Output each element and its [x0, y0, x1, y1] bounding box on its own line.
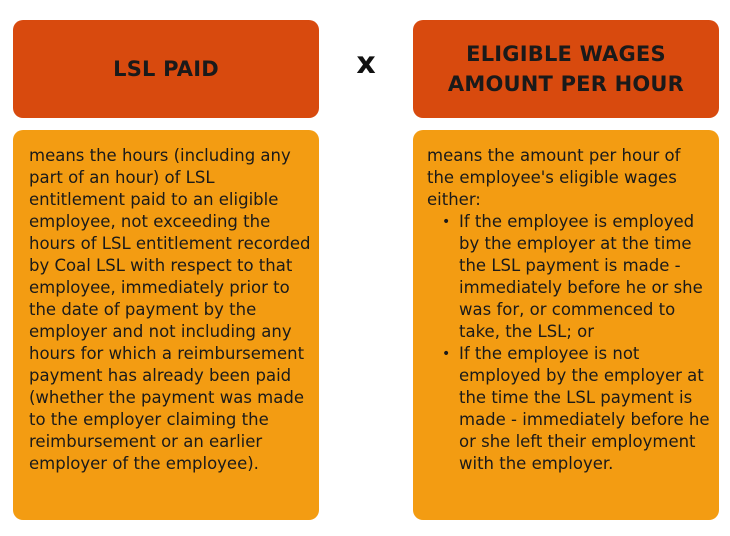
lsl-paid-definition-box [13, 130, 319, 520]
list-item [442, 211, 711, 343]
lsl-paid-definition: means the hours (including any part of an hour) of LSL entitlement paid to an eligible employee, not exceeding the hours of LSL entitlement recorded by Coal LSL with respect to that employee, immediately prior to the date of payment by the employer and not including any hours for which a reimbursement payment has already been paid (whether the payment was made to the employer claiming the reimbursement or an earlier employer of the employee). [29, 146, 311, 473]
lsl-paid-title: LSL PAID [113, 57, 219, 81]
eligible-wages-title-line2: AMOUNT PER HOUR [447, 72, 685, 96]
eligible-wages-bullet-list [427, 211, 711, 475]
bullet-icon: • [442, 346, 451, 362]
bullet-icon: • [442, 214, 451, 230]
lsl-paid-header [13, 20, 319, 118]
bullet-text: If the employee is employed by the employer at the time the LSL payment is made - immediately before he or she was for, or commenced to take, the LSL; or [459, 212, 703, 341]
eligible-wages-definition-box [413, 130, 719, 520]
eligible-wages-intro: means the amount per hour of the employee's eligible wages either: [427, 146, 681, 209]
eligible-wages-header [413, 20, 719, 118]
list-item [442, 343, 711, 475]
multiply-operator: x [356, 46, 376, 81]
eligible-wages-title-line1: ELIGIBLE WAGES [466, 42, 666, 66]
eligible-wages-title [448, 39, 684, 99]
bullet-text: If the employee is not employed by the employer at the time the LSL payment is made - immediately before he or she left their employment with the employer. [459, 344, 710, 473]
